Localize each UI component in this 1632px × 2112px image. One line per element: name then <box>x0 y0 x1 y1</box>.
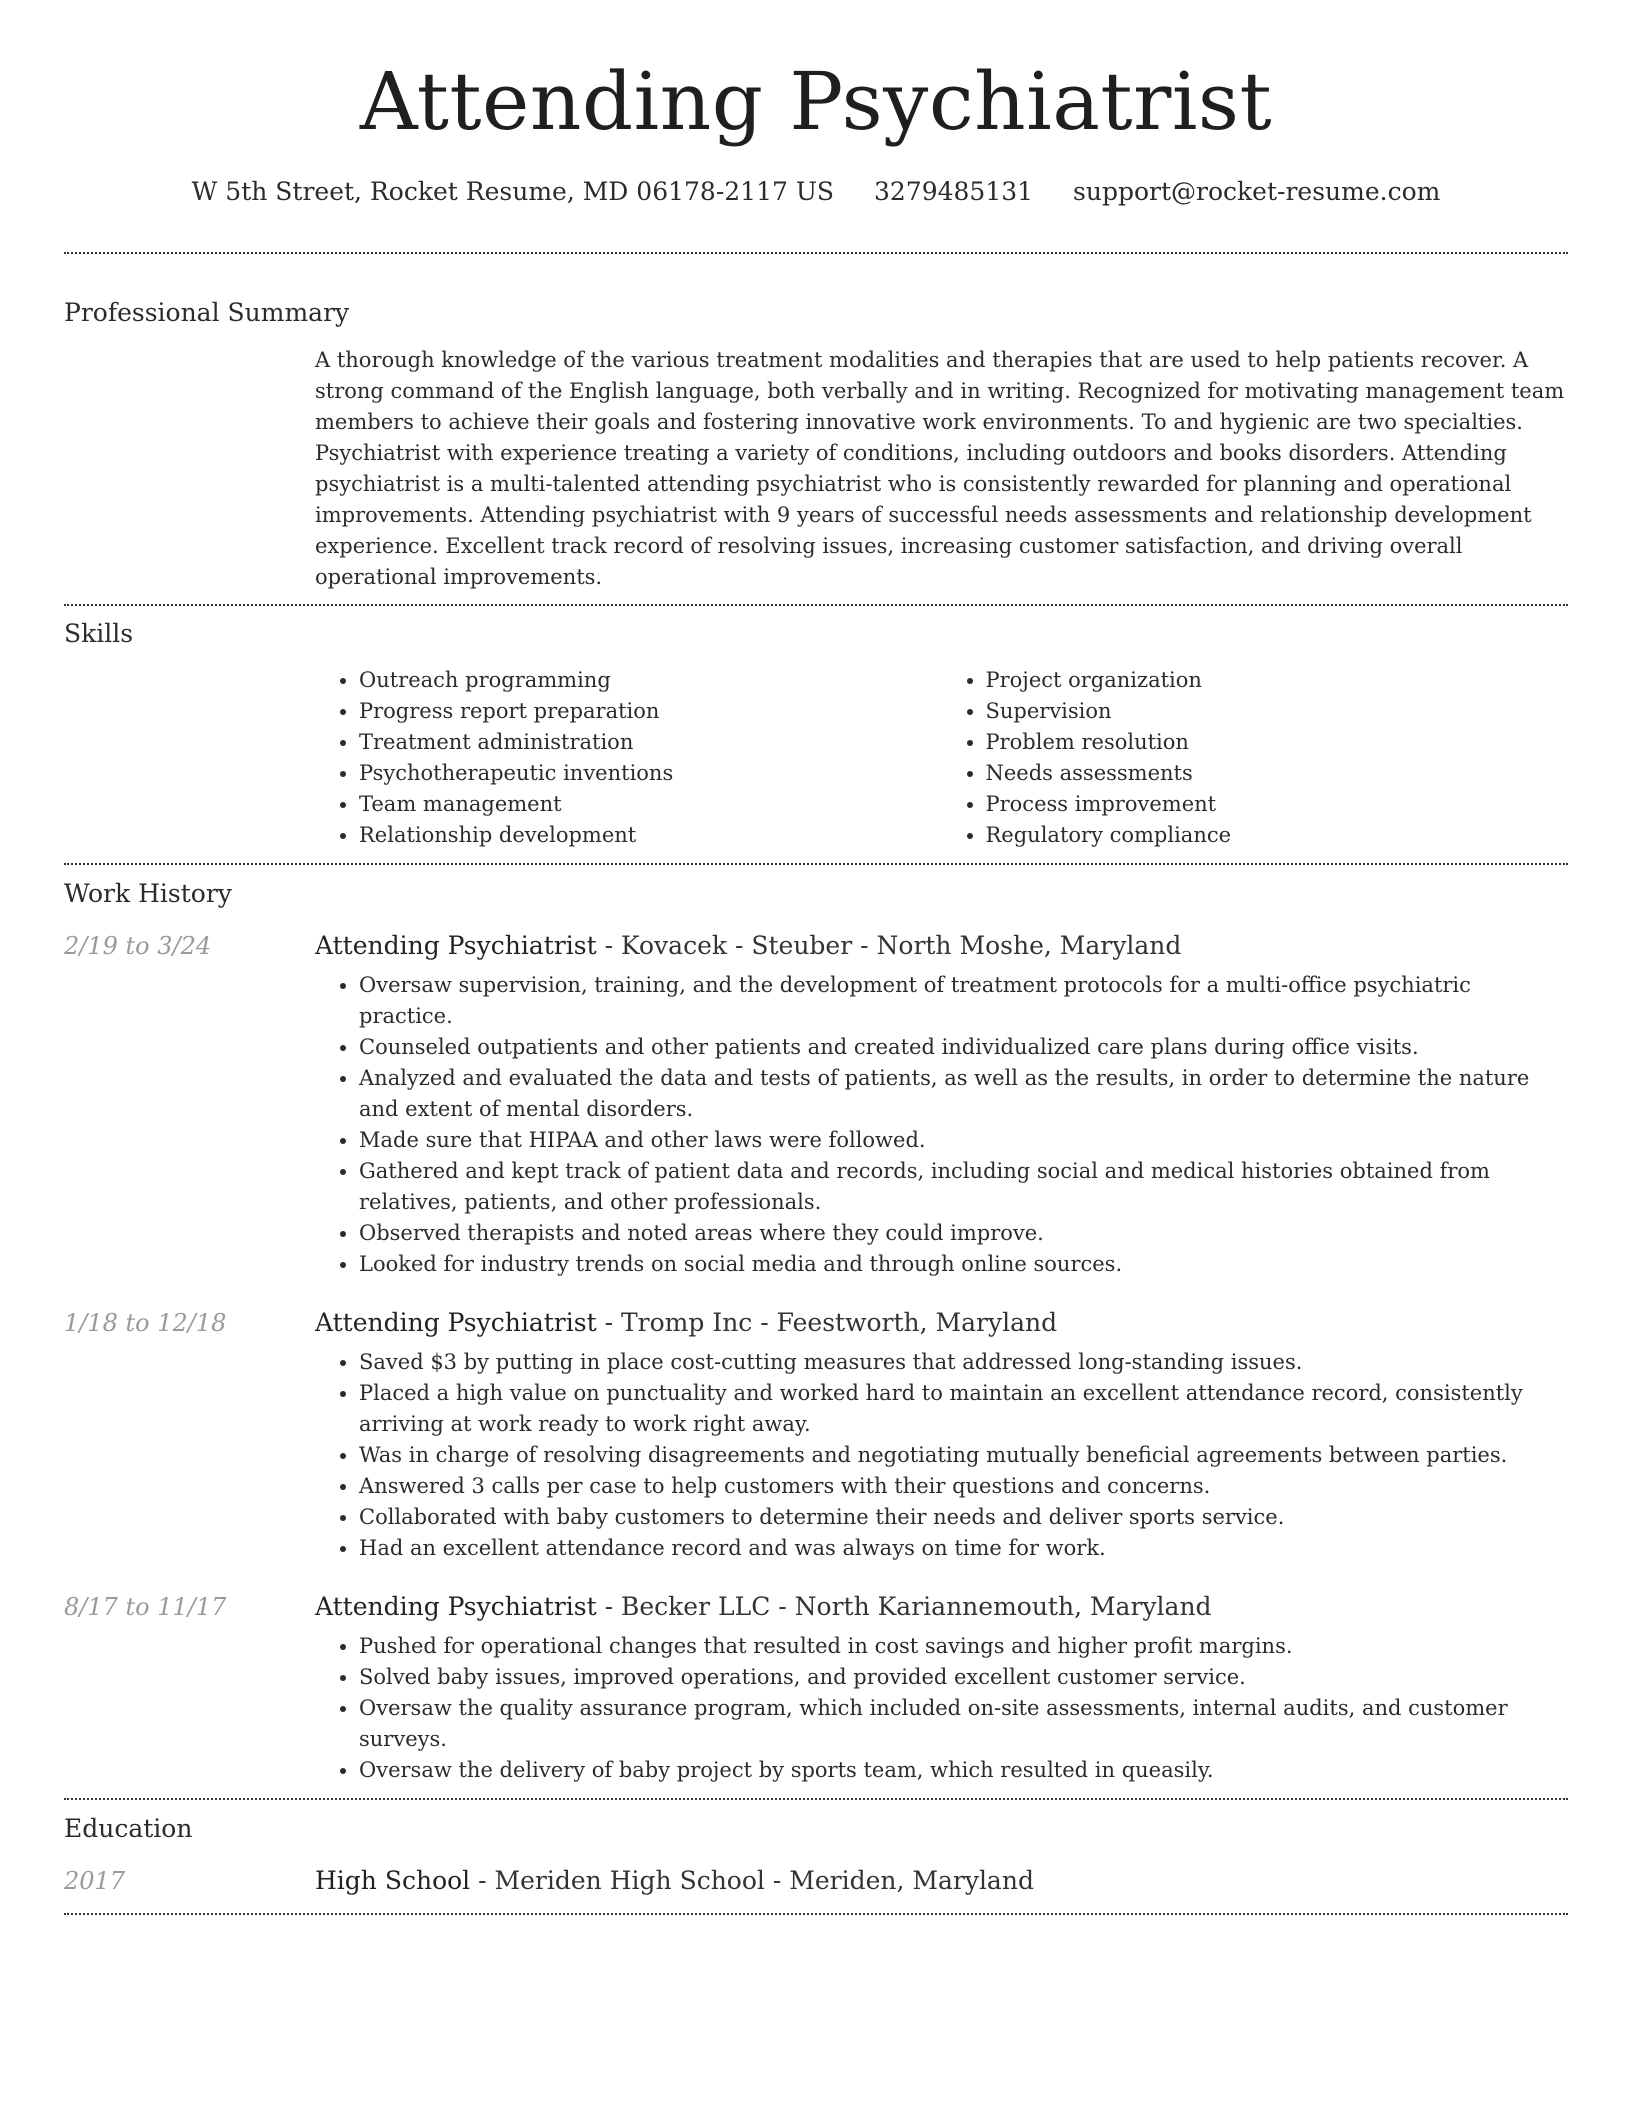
job-bullet: • Answered 3 calls per case to help customers with their questions and concerns. <box>359 1471 1568 1502</box>
job-employer: - Tromp Inc - Feestworth, Maryland <box>596 1308 1058 1337</box>
skills-column-left <box>315 665 942 851</box>
job-bullet: • Looked for industry trends on social media and through online sources. <box>359 1249 1568 1280</box>
job-bullet: • Collaborated with baby customers to determine their needs and deliver sports service. <box>359 1502 1568 1533</box>
job-position: Attending Psychiatrist <box>315 1592 597 1621</box>
skill-item: • Outreach programming <box>359 665 942 696</box>
job-title <box>315 1592 1212 1621</box>
skills-list <box>315 665 1568 851</box>
skill-item: • Psychotherapeutic inventions <box>359 758 942 789</box>
resume-name: Attending Psychiatrist <box>359 55 1273 148</box>
job-bullet: • Oversaw the quality assurance program, which included on-site assessments, internal audits, and customer surveys. <box>359 1693 1568 1755</box>
job-bullet: • Made sure that HIPAA and other laws were followed. <box>359 1125 1568 1156</box>
contact-address: W 5th Street, Rocket Resume, MD 06178-2117 US <box>191 177 835 206</box>
divider <box>64 1913 1568 1915</box>
job-bullet: • Oversaw the delivery of baby project by sports team, which resulted in queasily. <box>359 1755 1568 1786</box>
job-bullet: • Saved $3 by putting in place cost-cutting measures that addressed long-standing issues. <box>359 1347 1568 1378</box>
job-dates: 1/18 to 12/18 <box>64 1309 227 1337</box>
work-heading: Work History <box>64 879 232 908</box>
skill-item: • Team management <box>359 789 942 820</box>
education-heading: Education <box>64 1814 193 1843</box>
contact-email: support@rocket-resume.com <box>1073 177 1441 206</box>
job-header <box>64 1308 1568 1337</box>
skill-item: • Project organization <box>986 665 1569 696</box>
job-dates: 2/19 to 3/24 <box>64 932 212 960</box>
summary-text: A thorough knowledge of the various treatment modalities and therapies that are used to help patients recover. A strong command of the English language, both verbally and in writing. Recognized for motivating management team members to achieve their goals and fostering innovative work environments. To and hygienic are two specialties. Psychiatrist with experience treating a variety of conditions, including outdoors and books disorders. Attending psychiatrist is a multi-talented attending psychiatrist who is consistently rewarded for planning and operational improvements. Attending psychiatrist with 9 years of successful needs assessments and relationship development experience. Excellent track record of resolving issues, increasing customer satisfaction, and driving overall operational improvements. <box>315 348 1565 589</box>
job-bullets <box>315 970 1568 1280</box>
job-bullet: • Observed therapists and noted areas where they could improve. <box>359 1218 1568 1249</box>
job-bullet: • Pushed for operational changes that resulted in cost savings and higher profit margins. <box>359 1631 1568 1662</box>
skill-item: • Progress report preparation <box>359 696 942 727</box>
divider <box>64 863 1568 865</box>
divider <box>64 252 1568 254</box>
job-position: Attending Psychiatrist <box>315 931 597 960</box>
skill-item: • Supervision <box>986 696 1569 727</box>
skill-item: • Regulatory compliance <box>986 820 1569 851</box>
contact-phone: 3279485131 <box>874 177 1034 206</box>
job-entry <box>64 931 1568 1280</box>
job-bullet: • Oversaw supervision, training, and the development of treatment protocols for a multi-office psychiatric practice. <box>359 970 1568 1032</box>
job-bullet: • Counseled outpatients and other patients and created individualized care plans during office visits. <box>359 1032 1568 1063</box>
divider <box>64 1798 1568 1800</box>
education-entry <box>64 1866 1568 1895</box>
job-bullet: • Gathered and kept track of patient data and records, including social and medical histories obtained from relatives, patients, and other professionals. <box>359 1156 1568 1218</box>
job-bullet: • Was in charge of resolving disagreements and negotiating mutually beneficial agreements between parties. <box>359 1440 1568 1471</box>
job-header <box>64 931 1568 960</box>
job-position: Attending Psychiatrist <box>315 1308 597 1337</box>
job-employer: - Kovacek - Steuber - North Moshe, Maryland <box>596 931 1182 960</box>
education-school: - Meriden High School - Meriden, Maryland <box>470 1866 1034 1895</box>
skill-item: • Process improvement <box>986 789 1569 820</box>
job-employer: - Becker LLC - North Kariannemouth, Maryland <box>596 1592 1212 1621</box>
divider <box>64 604 1568 606</box>
job-title <box>315 931 1181 960</box>
skill-item: • Needs assessments <box>986 758 1569 789</box>
job-bullet: • Placed a high value on punctuality and worked hard to maintain an excellent attendance record, consistently arriving at work ready to work right away. <box>359 1378 1568 1440</box>
skill-item: • Treatment administration <box>359 727 942 758</box>
education-degree: High School <box>315 1866 471 1895</box>
job-header <box>64 1592 1568 1621</box>
education-year: 2017 <box>64 1867 126 1895</box>
education-title <box>315 1866 1034 1895</box>
job-entry <box>64 1592 1568 1786</box>
skill-item: • Relationship development <box>359 820 942 851</box>
contact-line <box>64 172 1568 212</box>
job-dates: 8/17 to 11/17 <box>64 1593 227 1621</box>
job-entry <box>64 1308 1568 1564</box>
job-bullets <box>315 1631 1568 1786</box>
skills-heading: Skills <box>64 619 134 648</box>
job-title <box>315 1308 1057 1337</box>
job-bullet: • Had an excellent attendance record and was always on time for work. <box>359 1533 1568 1564</box>
job-bullets <box>315 1347 1568 1564</box>
skills-column-right <box>942 665 1569 851</box>
resume-page <box>64 0 1568 1915</box>
job-bullet: • Solved baby issues, improved operations, and provided excellent customer service. <box>359 1662 1568 1693</box>
summary-heading: Professional Summary <box>64 298 350 327</box>
skill-item: • Problem resolution <box>986 727 1569 758</box>
job-bullet: • Analyzed and evaluated the data and tests of patients, as well as the results, in order to determine the nature and extent of mental disorders. <box>359 1063 1568 1125</box>
